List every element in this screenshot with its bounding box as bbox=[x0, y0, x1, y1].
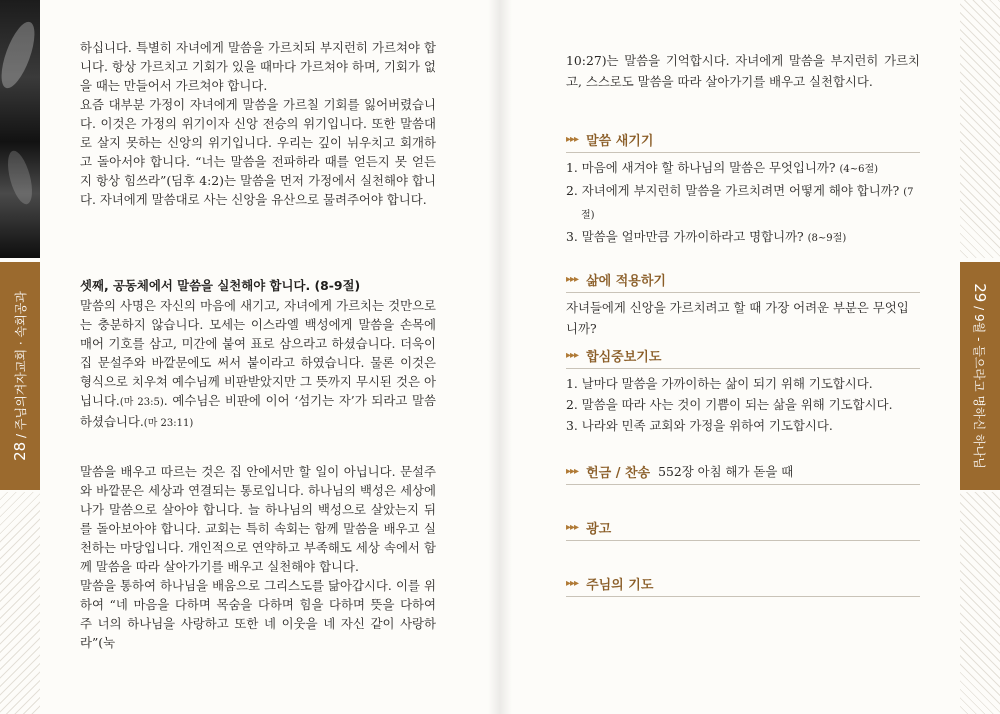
subheading: 셋째, 공동체에서 말씀을 실천해야 합니다. (8-9절) bbox=[80, 278, 361, 293]
section-title: 합심중보기도 bbox=[586, 349, 662, 365]
section-prayer bbox=[566, 344, 920, 436]
list-item: 1. 마음에 새겨야 할 하나님의 말씀은 무엇입니까? (4~6절) bbox=[566, 160, 879, 175]
page-tab bbox=[0, 262, 40, 490]
section-lords-prayer bbox=[566, 572, 920, 597]
decorative-stripes bbox=[960, 492, 1000, 714]
hymn-info: 552장 아침 해가 돋을 때 bbox=[658, 464, 794, 479]
section-title: 광고 bbox=[586, 521, 612, 537]
text: 말씀의 사명은 자신의 마음에 새기고, 자녀에게 가르치는 것만으로는 충분하지 않습니다. 모세는 이스라엘 백성에게 말씀을 손목에 매어 기호를 삼고, 미간에 붙여 표로 삼으라고 하셨습니다. 더욱이 집 문설주와 바깥문에도 써서 붙이라고 하였습니다. 물론 이것은 형식으로 치우쳐 예수님께 비판받았지만 그 뜻까지 무시된 것은 아닙니다. bbox=[80, 298, 436, 408]
page-tab bbox=[960, 262, 1000, 490]
section-title: 삶에 적용하기 bbox=[586, 273, 666, 289]
tab-separator: / bbox=[14, 433, 28, 438]
arrow-icon: ▸▸▸ bbox=[566, 133, 579, 145]
section-text: 자녀들에게 신앙을 가르치려고 할 때 가장 어려운 부분은 무엇입니까? bbox=[566, 300, 909, 336]
page-number: 29 bbox=[971, 283, 989, 303]
text: . 예수님은 비판에 이어 ‘섬기는 자’가 되라고 말씀하셨습니다. bbox=[80, 393, 436, 429]
section-application bbox=[566, 268, 920, 339]
paragraph: 말씀을 통하여 하나님을 배움으로 그리스도를 닮아갑시다. 이를 위하여 “네 마음을 다하며 목숨을 다하며 힘을 다하며 뜻을 다하여 주 너의 하나님을 사랑하고 또한 네 이웃을 네 자신 같이 사랑하라”(눅 bbox=[80, 578, 436, 650]
scripture-reference: (7절) bbox=[581, 187, 914, 221]
section-offering bbox=[566, 460, 920, 485]
paragraph bbox=[80, 296, 436, 433]
arrow-icon: ▸▸▸ bbox=[566, 521, 579, 533]
list-item: 3. 말씀을 얼마만큼 가까이하라고 명합니까? (8~9절) bbox=[566, 229, 847, 244]
list-item: 1. 날마다 말씀을 가까이하는 삶이 되기 위해 기도합시다. bbox=[566, 376, 873, 391]
arrow-icon: ▸▸▸ bbox=[566, 349, 579, 361]
decorative-stripes bbox=[960, 0, 1000, 258]
section-meditation bbox=[566, 128, 920, 249]
continuation-text: 10:27)는 말씀을 기억합시다. 자녀에게 말씀을 부지런히 가르치고, 스스로도 말씀을 따라 살아가기를 배우고 실천합시다. bbox=[566, 53, 920, 89]
section-announcements bbox=[566, 516, 920, 541]
tab-label: 9월 - 들으라고 명하신 하나님 bbox=[972, 314, 986, 469]
section-title: 헌금 / 찬송 bbox=[586, 465, 651, 481]
body-text-bottom bbox=[80, 462, 436, 652]
decorative-stripes bbox=[0, 492, 40, 714]
tab-separator: / bbox=[972, 306, 986, 311]
tab-label: 주님의겨자교회 · 속회공과 bbox=[14, 291, 28, 431]
scripture-reference: (8~9절) bbox=[807, 233, 847, 244]
page-number: 28 bbox=[11, 441, 29, 461]
paragraph: 하십니다. 특별히 자녀에게 말씀을 가르치되 부지런히 가르쳐야 합니다. 항상 가르치고 기회가 있을 때마다 가르쳐야 하며, 기회가 없을 때는 만들어서 가르쳐야 합니다. bbox=[80, 40, 436, 93]
section-title: 주님의 기도 bbox=[586, 577, 654, 593]
section-title: 말씀 새기기 bbox=[586, 133, 654, 149]
list-item: 2. 말씀을 따라 사는 것이 기쁨이 되는 삶을 위해 기도합시다. bbox=[566, 397, 893, 412]
body-text-top bbox=[80, 38, 436, 209]
paragraph: 요즘 대부분 가정이 자녀에게 말씀을 가르칠 기회를 잃어버렸습니다. 이것은 가정의 위기이자 신앙 전승의 위기입니다. 또한 말씀대로 살지 못하는 신앙의 위기입니다. 우리는 깊이 뉘우치고 회개하고 돌아서야 합니다. “너는 말씀을 전파하라 때를 얻든지 못 얻든지 항상 힘쓰라”(딤후 4:2)는 말씀을 먼저 가정에서 실천해야 합니다. 자녀에게 말씀대로 사는 신앙을 유산으로 물려주어야 합니다. bbox=[80, 97, 436, 207]
arrow-icon: ▸▸▸ bbox=[566, 577, 579, 589]
scripture-reference: (마 23:5) bbox=[119, 397, 164, 408]
arrow-icon: ▸▸▸ bbox=[566, 273, 579, 285]
paragraph: 말씀을 배우고 따르는 것은 집 안에서만 할 일이 아닙니다. 문설주와 바깥문은 세상과 연결되는 통로입니다. 하나님의 백성은 세상에 나가 말씀으로 살아야 합니다. 늘 하나님의 백성으로 살았는지 뒤를 돌아보아야 합니다. 교회는 특히 속회는 함께 말씀을 배우고 실천하는 마당입니다. 개인적으로 연약하고 부족해도 세상 속에서 함께 말씀을 따라 살아가기를 배우고 실천해야 합니다. bbox=[80, 464, 436, 574]
scripture-reference: (4~6절) bbox=[839, 164, 879, 175]
body-text-middle bbox=[80, 296, 436, 433]
arrow-icon: ▸▸▸ bbox=[566, 465, 579, 477]
list-item: 3. 나라와 민족 교회와 가정을 위하여 기도합시다. bbox=[566, 418, 833, 433]
scripture-reference: (마 23:11) bbox=[143, 418, 194, 429]
decorative-photo bbox=[0, 0, 40, 258]
list-item: 2. 자녀에게 부지런히 말씀을 가르치려면 어떻게 해야 합니까? (7절) bbox=[566, 183, 914, 221]
